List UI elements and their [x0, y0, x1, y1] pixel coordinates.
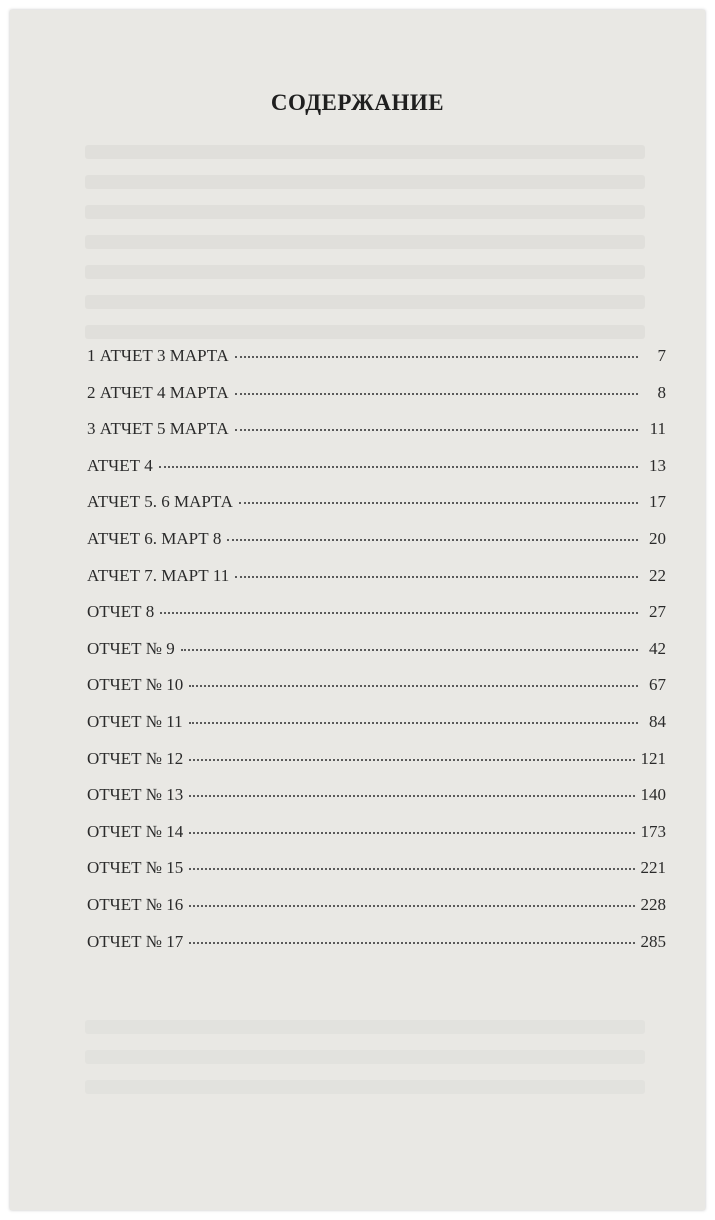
dot-leader	[227, 539, 638, 541]
page-title: СОДЕРЖАНИЕ	[270, 90, 445, 115]
dot-leader	[235, 429, 638, 431]
book-page	[10, 10, 705, 1210]
toc-entry-label: АТЧЕТ 5. 6 МАРТА	[87, 492, 233, 512]
toc-entry-label: 1 АТЧЕТ 3 МАРТА	[87, 346, 229, 365]
toc-entry	[87, 712, 666, 749]
toc-entry-page: 27	[649, 602, 666, 622]
toc-entry	[87, 932, 666, 969]
show-through-line	[85, 205, 645, 219]
dot-leader	[235, 393, 638, 395]
toc-entry-label: ОТЧЕТ № 12	[87, 748, 184, 768]
dot-leader	[189, 942, 634, 944]
dot-leader	[160, 612, 638, 614]
dot-leader	[189, 685, 638, 687]
toc-entry-label: ОТЧЕТ № 15	[87, 858, 184, 878]
toc-entry	[87, 383, 666, 420]
toc-entry-page: 22	[649, 565, 666, 585]
dot-leader	[181, 649, 638, 651]
toc-entry-page: 20	[649, 528, 666, 548]
dot-leader	[235, 356, 638, 358]
toc-entry-label: ОТЧЕТ № 11	[87, 711, 183, 731]
toc-entry	[87, 346, 666, 383]
toc-entry-page: 67	[649, 675, 666, 695]
table-of-contents	[87, 346, 666, 968]
toc-entry-label: АТЧЕТ 4	[87, 455, 153, 475]
show-through-line	[85, 325, 645, 339]
toc-entry-page: 173	[640, 821, 666, 841]
dot-leader	[189, 868, 634, 870]
toc-entry-page: 42	[649, 638, 666, 658]
dot-leader	[235, 576, 638, 578]
toc-entry	[87, 566, 666, 603]
toc-entry-page: 13	[649, 455, 666, 475]
dot-leader	[189, 832, 634, 834]
toc-entry	[87, 456, 666, 493]
toc-entry-page: 84	[649, 711, 666, 731]
toc-entry	[87, 749, 666, 786]
toc-entry	[87, 785, 666, 822]
dot-leader	[189, 795, 634, 797]
toc-entry-label: АТЧЕТ 6. МАРТ 8	[87, 528, 222, 548]
toc-entry-page: 8	[657, 382, 666, 402]
toc-entry-page: 121	[640, 748, 666, 768]
toc-entry	[87, 492, 666, 529]
toc-entry	[87, 639, 666, 676]
toc-entry-label: ОТЧЕТ № 14	[87, 821, 184, 841]
toc-entry	[87, 602, 666, 639]
toc-entry-label: ОТЧЕТ № 17	[87, 931, 184, 951]
toc-entry-page: 285	[640, 931, 666, 951]
show-through-line	[85, 235, 645, 249]
show-through-line	[85, 265, 645, 279]
toc-entry-label: ОТЧЕТ № 16	[87, 894, 184, 914]
show-through-line	[85, 145, 645, 159]
toc-entry-page: 140	[640, 785, 666, 805]
toc-entry-label: 2 АТЧЕТ 4 МАРТА	[87, 382, 229, 402]
dot-leader	[159, 466, 638, 468]
show-through-line	[85, 1080, 645, 1094]
toc-entry-page: 11	[649, 419, 666, 439]
toc-entry	[87, 419, 666, 456]
toc-entry-page: 228	[640, 894, 666, 914]
dot-leader	[189, 905, 634, 907]
show-through-line	[85, 175, 645, 189]
toc-entry	[87, 895, 666, 932]
show-through-line	[85, 295, 645, 309]
toc-entry	[87, 822, 666, 859]
toc-entry-page: 7	[657, 346, 666, 365]
show-through-line	[85, 1020, 645, 1034]
toc-entry-page: 17	[649, 492, 666, 512]
dot-leader	[189, 759, 634, 761]
toc-entry-label: ОТЧЕТ № 10	[87, 675, 184, 695]
toc-entry-label: ОТЧЕТ № 13	[87, 785, 184, 805]
toc-entry-label: АТЧЕТ 7. МАРТ 11	[87, 565, 230, 585]
toc-entry-label: ОТЧЕТ № 9	[87, 638, 175, 658]
toc-entry	[87, 529, 666, 566]
dot-leader	[239, 502, 638, 504]
toc-entry	[87, 858, 666, 895]
show-through-line	[85, 1050, 645, 1064]
toc-entry-label: ОТЧЕТ 8	[87, 602, 155, 622]
dot-leader	[189, 722, 638, 724]
toc-entry	[87, 675, 666, 712]
toc-entry-page: 221	[640, 858, 666, 878]
toc-entry-label: 3 АТЧЕТ 5 МАРТА	[87, 419, 229, 439]
